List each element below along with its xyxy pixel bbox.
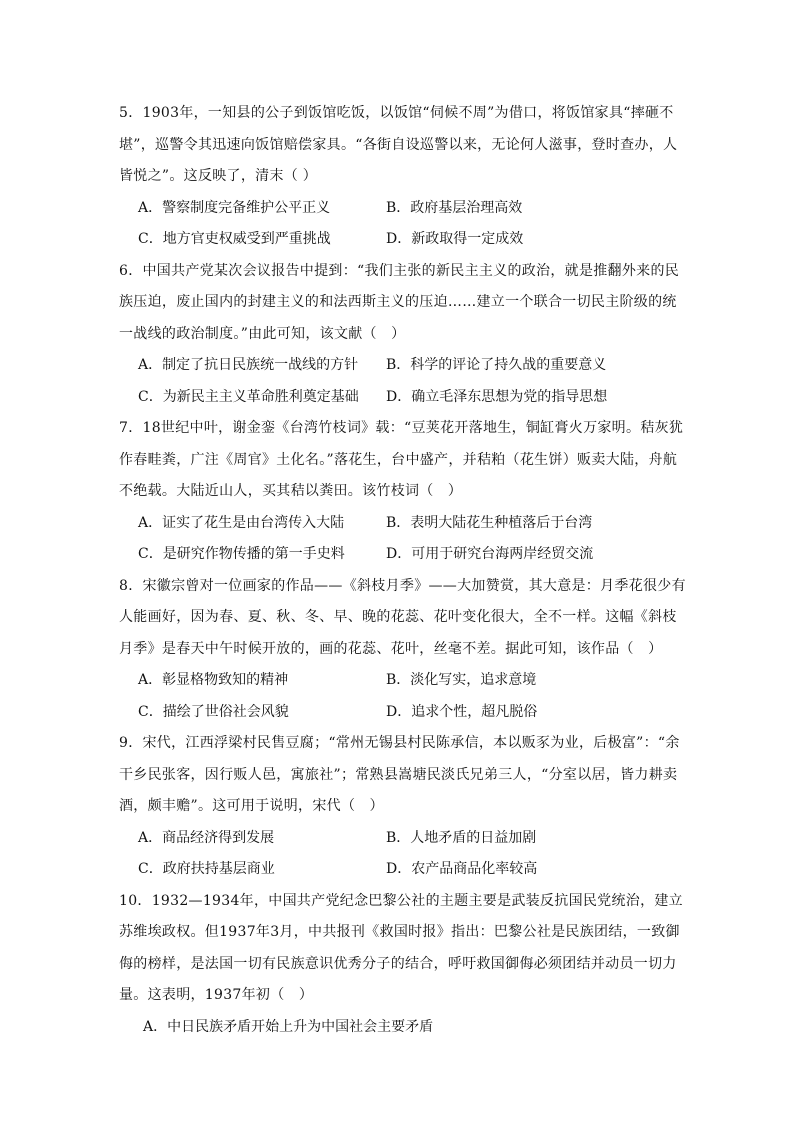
option-a[interactable]: A．制定了抗日民族统一战线的方针 — [138, 357, 359, 373]
question-6 — [119, 256, 689, 414]
option-c[interactable]: C．描绘了世俗社会风貌 — [138, 703, 289, 720]
option-c[interactable]: C．地方官吏权威受到严重挑战 — [138, 231, 331, 247]
question-10 — [119, 886, 689, 1044]
question-stem: 9．宋代，江西浮梁村民售豆腐；“常州无锡县村民陈承信，本以贩豕为业，后极富”：“余干乡民张客，因行贩人邑，寓旅社”；常熟县嵩塘民淡氏兄弟三人，“分室以居，皆力耕卖酒，颇丰赡”。这可用于说明，宋代（ ） — [119, 735, 680, 814]
question-stem: 5．1903年，一知县的公子到饭馆吃饭，以饭馆“伺候不周”为借口，将饭馆家具“摔砸不堪”，巡警令其迅速向饭馆赔偿家具。“各街自设巡警以来，无论何人滋事，登时查办，人皆悦之”。这反映了，清末（ ） — [119, 105, 678, 184]
question-stem: 8．宋徽宗曾对一位画家的作品——《斜枝月季》——大加赞赏，其大意是：月季花很少有人能画好，因为春、夏、秋、冬、早、晚的花蕊、花叶变化很大，全不一样。这幅《斜枝月季》是春天中午时候开放的，画的花蕊、花叶，丝毫不差。据此可知，该作品（ ） — [119, 577, 686, 657]
options — [138, 823, 689, 886]
option-a[interactable]: A．彰显格物致知的精神 — [138, 672, 289, 688]
question-stem: 10．1932—1934年，中国共产党纪念巴黎公社的主题主要是武装反抗国民党统治，建立苏维埃政权。但1937年3月，中共报刊《救国时报》指出：巴黎公社是民族团结，一致御侮的榜样，是法国一切有民族意识优秀分子的结合，呼吁救国御侮必须团结并动员一切力量。这表明，1937年初（ ） — [119, 892, 683, 1003]
options — [138, 350, 689, 413]
option-a[interactable]: A．警察制度完备维护公平正义 — [138, 199, 331, 216]
option-c[interactable]: C．政府扶持基层商业 — [138, 861, 275, 877]
option-b[interactable]: B．政府基层治理高效 — [386, 199, 523, 216]
question-stem: 6．中国共产党某次会议报告中提到：“我们主张的新民主主义的政治，就是推翻外来的民族压迫，废止国内的封建主义的和法西斯主义的压迫……建立一个联合一切民主阶级的统一战线的政治制度。”由此可知，该文献（ ） — [119, 262, 680, 342]
options — [143, 1012, 689, 1044]
question-5 — [119, 98, 689, 256]
option-b[interactable]: B．科学的评论了持久战的重要意义 — [386, 357, 607, 373]
options — [138, 665, 689, 728]
option-c[interactable]: C．为新民主主义革命胜利奠定基础 — [138, 388, 359, 405]
question-7 — [119, 413, 689, 571]
option-b[interactable]: B．淡化写实，追求意境 — [386, 672, 537, 688]
options — [138, 508, 689, 571]
options — [138, 193, 689, 256]
option-b[interactable]: B．人地矛盾的日益加剧 — [386, 829, 537, 846]
option-c[interactable]: C．是研究作物传播的第一手史料 — [138, 546, 345, 562]
question-8 — [119, 571, 689, 729]
question-9 — [119, 728, 689, 886]
option-a[interactable]: A．证实了花生是由台湾传入大陆 — [138, 514, 345, 531]
question-list — [119, 98, 689, 1043]
option-d[interactable]: D．追求个性，超凡脱俗 — [386, 703, 538, 720]
option-a[interactable]: A．商品经济得到发展 — [138, 829, 275, 846]
question-stem: 7．18世纪中叶，谢金銮《台湾竹枝词》载：“豆荚花开落地生，铜缸膏火万家明。秸灰犹作春畦粪，广注《周官》土化名。”落花生，台中盛产，并秸粕（花生饼）贩卖大陆，舟航不绝载。大陆近山人，买其秸以粪田。该竹枝词（ ） — [119, 420, 684, 499]
option-d[interactable]: D．新政取得一定成效 — [386, 231, 524, 247]
option-d[interactable]: D．农产品商品化率较高 — [386, 861, 538, 877]
option-a[interactable]: A．中日民族矛盾开始上升为中国社会主要矛盾 — [143, 1018, 434, 1035]
option-d[interactable]: D．可用于研究台海两岸经贸交流 — [386, 546, 594, 562]
option-b[interactable]: B．表明大陆花生种植落后于台湾 — [386, 514, 593, 531]
option-d[interactable]: D．确立毛泽东思想为党的指导思想 — [386, 388, 608, 405]
